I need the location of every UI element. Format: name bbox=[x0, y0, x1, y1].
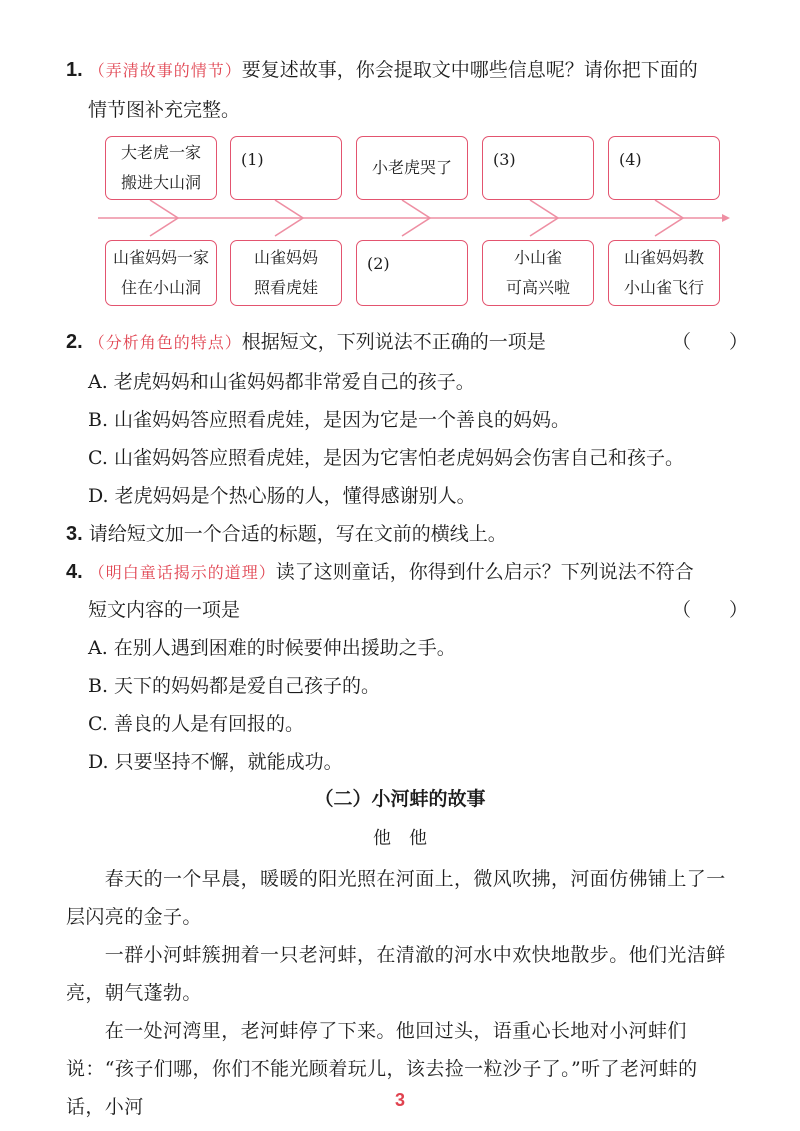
plot-box-bottom-3-blank[interactable] bbox=[356, 240, 468, 306]
skill-tag: （明白童话揭示的道理） bbox=[88, 563, 276, 582]
skill-tag: （分析角色的特点） bbox=[88, 333, 242, 352]
plot-box-bottom-5 bbox=[608, 240, 720, 306]
plot-box-bottom-1 bbox=[105, 240, 217, 306]
question-number: 4. bbox=[66, 561, 83, 583]
question-3 bbox=[66, 514, 507, 554]
plot-box-bottom-4 bbox=[482, 240, 594, 306]
plot-box-label: (4) bbox=[619, 150, 642, 169]
page-number: 3 bbox=[394, 1090, 405, 1110]
plot-box-line: 小山雀飞行 bbox=[623, 278, 704, 297]
question-number: 1. bbox=[66, 59, 83, 81]
plot-box-top-3 bbox=[356, 136, 468, 200]
story-paragraph-3: 在一处河湾里，老河蚌停了下来。他回过头，语重心长地对小河蚌们说：“孩子们哪，你们不能光顾着玩儿，该去捡一粒沙子了。”听了老河蚌的话，小河 bbox=[66, 1020, 698, 1118]
question-text: 读了这则童话，你得到什么启示？下列说法不符合 bbox=[275, 561, 694, 583]
plot-box-line: 可高兴啦 bbox=[505, 278, 570, 297]
plot-box-line: 山雀妈妈教 bbox=[623, 248, 704, 267]
plot-box-label: (1) bbox=[241, 150, 264, 169]
story-paragraph-2: 一群小河蚌簇拥着一只老河蚌，在清澈的河水中欢快地散步。他们光洁鲜亮，朝气蓬勃。 bbox=[66, 944, 726, 1004]
story-paragraph-1: 春天的一个早晨，暖暖的阳光照在河面上，微风吹拂，河面仿佛铺上了一层闪亮的金子。 bbox=[66, 868, 726, 928]
plot-box-line: 照看虎娃 bbox=[253, 278, 318, 297]
answer-parentheses[interactable]: （ ） bbox=[672, 331, 749, 353]
plot-box-line: 小山雀 bbox=[513, 248, 562, 267]
question-2 bbox=[66, 322, 546, 363]
plot-box-top-5-blank[interactable] bbox=[608, 136, 720, 200]
option-c: C. 善良的人是有回报的。 bbox=[88, 713, 304, 735]
plot-box-top-4-blank[interactable] bbox=[482, 136, 594, 200]
question-text: 根据短文，下列说法不正确的一项是 bbox=[241, 331, 546, 353]
question-number: 2. bbox=[66, 331, 83, 353]
plot-box-top-2-blank[interactable] bbox=[230, 136, 342, 200]
story-title: （二）小河蚌的故事 bbox=[314, 788, 486, 810]
plot-box-label: (3) bbox=[493, 150, 516, 169]
option-a: A. 在别人遇到困难的时候要伸出援助之手。 bbox=[88, 637, 456, 659]
plot-box-line: 住在小山洞 bbox=[120, 278, 201, 297]
plot-box-line: 小老虎哭了 bbox=[371, 158, 452, 177]
plot-box-bottom-2 bbox=[230, 240, 342, 306]
option-a: A. 老虎妈妈和山雀妈妈都非常爱自己的孩子。 bbox=[88, 371, 475, 393]
option-b: B. 山雀妈妈答应照看虎娃，是因为它是一个善良的妈妈。 bbox=[88, 409, 571, 431]
skill-tag: （弄清故事的情节） bbox=[88, 61, 242, 80]
story-author: 他 他 bbox=[373, 828, 427, 849]
question-number: 3. bbox=[66, 523, 83, 545]
option-d: D. 老虎妈妈是个热心肠的人，懂得感谢别人。 bbox=[88, 485, 476, 507]
plot-box-line: 山雀妈妈一家 bbox=[112, 248, 209, 267]
question-text: 要复述故事，你会提取文中哪些信息呢？请你把下面的 bbox=[241, 59, 698, 81]
option-c: C. 山雀妈妈答应照看虎娃，是因为它害怕老虎妈妈会伤害自己和孩子。 bbox=[88, 447, 684, 469]
option-d: D. 只要坚持不懈，就能成功。 bbox=[88, 751, 343, 773]
question-text: 请给短文加一个合适的标题，写在文前的横线上。 bbox=[88, 523, 507, 545]
plot-box-label: (2) bbox=[367, 254, 390, 273]
question-4-continued: 短文内容的一项是 bbox=[88, 599, 241, 621]
answer-parentheses[interactable]: （ ） bbox=[672, 599, 749, 621]
option-b: B. 天下的妈妈都是爱自己孩子的。 bbox=[88, 675, 381, 697]
plot-box-line: 大老虎一家 bbox=[120, 143, 201, 162]
plot-box-line: 山雀妈妈 bbox=[253, 248, 318, 267]
question-1-continued: 情节图补充完整。 bbox=[88, 99, 241, 121]
plot-box-top-1 bbox=[105, 136, 217, 200]
question-4 bbox=[66, 552, 694, 593]
plot-box-line: 搬进大山洞 bbox=[120, 173, 201, 192]
